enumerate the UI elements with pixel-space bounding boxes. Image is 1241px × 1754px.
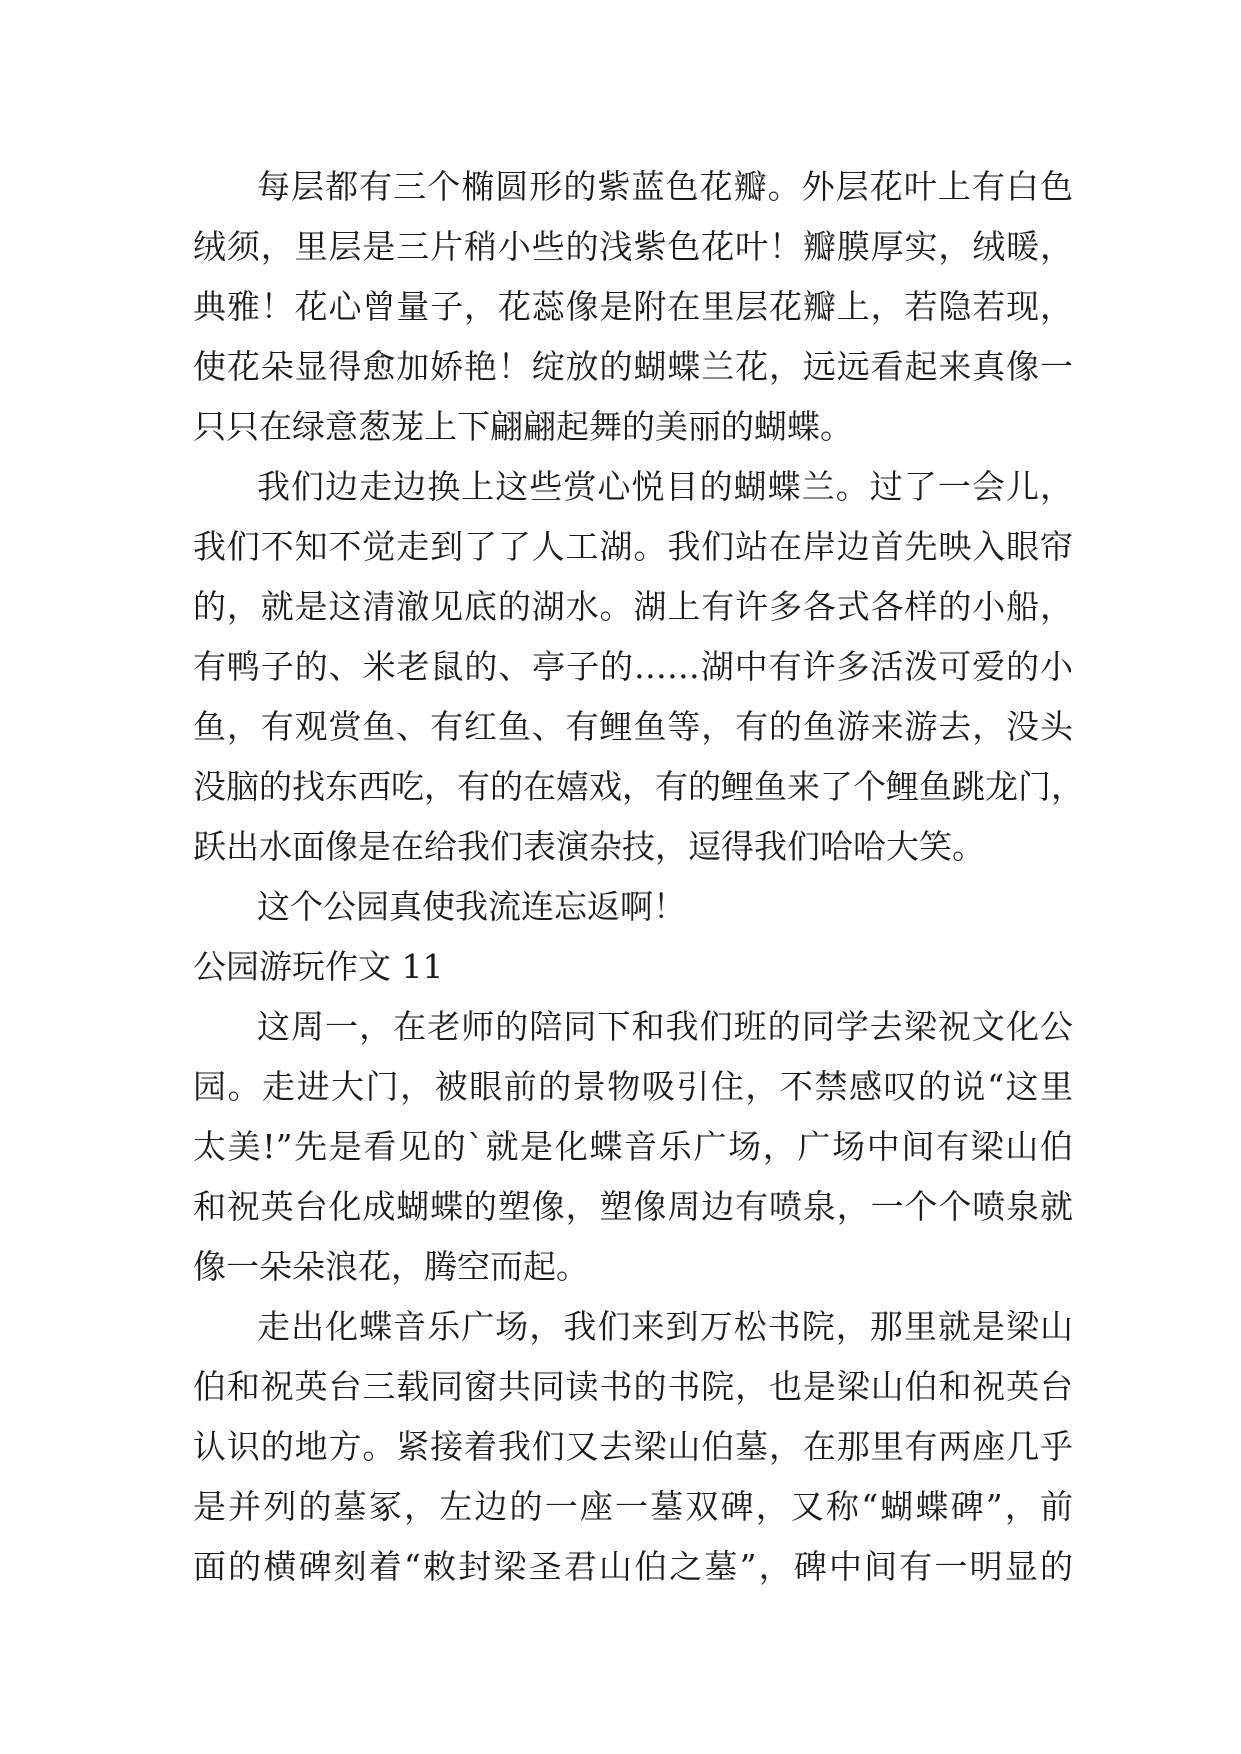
text-line: 跃出水面像是在给我们表演杂技，逗得我们哈哈大笑。 xyxy=(193,827,985,866)
section-heading: 公园游玩作文 11 xyxy=(193,947,444,986)
text-line: 有鸭子的、米老鼠的、亭子的……湖中有许多活泼可爱的小 xyxy=(193,647,1073,686)
text-line: 典雅！花心曾量子，花蕊像是附在里层花瓣上，若隐若现， xyxy=(193,287,1073,326)
text-line: 每层都有三个椭圆形的紫蓝色花瓣。外层花叶上有白色 xyxy=(257,167,1073,206)
text-line: 这周一，在老师的陪同下和我们班的同学去梁祝文化公 xyxy=(257,1007,1073,1046)
text-line: 没脑的找东西吃，有的在嬉戏，有的鲤鱼来了个鲤鱼跳龙门， xyxy=(193,767,1084,806)
text-line: 这个公园真使我流连忘返啊！ xyxy=(257,887,686,926)
text-line: 使花朵显得愈加娇艳！绽放的蝴蝶兰花，远远看起来真像一 xyxy=(193,347,1073,386)
text-line: 园。走进大门，被眼前的景物吸引住，不禁感叹的说“这里 xyxy=(193,1067,1073,1106)
text-line: 走出化蝶音乐广场，我们来到万松书院，那里就是梁山 xyxy=(257,1307,1073,1346)
text-line: 我们边走边换上这些赏心悦目的蝴蝶兰。过了一会儿， xyxy=(257,467,1073,506)
document-body xyxy=(193,157,1084,1597)
text-line: 我们不知不觉走到了了人工湖。我们站在岸边首先映入眼帘 xyxy=(193,527,1073,566)
text-line: 和祝英台化成蝴蝶的塑像，塑像周边有喷泉，一个个喷泉就 xyxy=(193,1187,1073,1226)
text-line: 太美!”先是看见的`就是化蝶音乐广场，广场中间有梁山伯 xyxy=(193,1127,1073,1166)
text-line: 面的横碑刻着“敕封梁圣君山伯之墓”，碑中间有一明显的 xyxy=(193,1547,1073,1586)
text-line: 绒须，里层是三片稍小些的浅紫色花叶！瓣膜厚实，绒暖， xyxy=(193,227,1073,266)
text-line: 像一朵朵浪花，腾空而起。 xyxy=(193,1247,589,1286)
text-line: 是并列的墓冢，左边的一座一墓双碑，又称“蝴蝶碑”，前 xyxy=(193,1487,1073,1526)
text-line: 认识的地方。紧接着我们又去梁山伯墓，在那里有两座几乎 xyxy=(193,1427,1073,1466)
text-line: 伯和祝英台三载同窗共同读书的书院，也是梁山伯和祝英台 xyxy=(193,1367,1073,1406)
text-line: 的，就是这清澈见底的湖水。湖上有许多各式各样的小船， xyxy=(193,587,1073,626)
text-line: 鱼，有观赏鱼、有红鱼、有鲤鱼等，有的鱼游来游去，没头 xyxy=(193,707,1073,746)
text-line: 只只在绿意葱茏上下翩翩起舞的美丽的蝴蝶。 xyxy=(193,407,853,446)
